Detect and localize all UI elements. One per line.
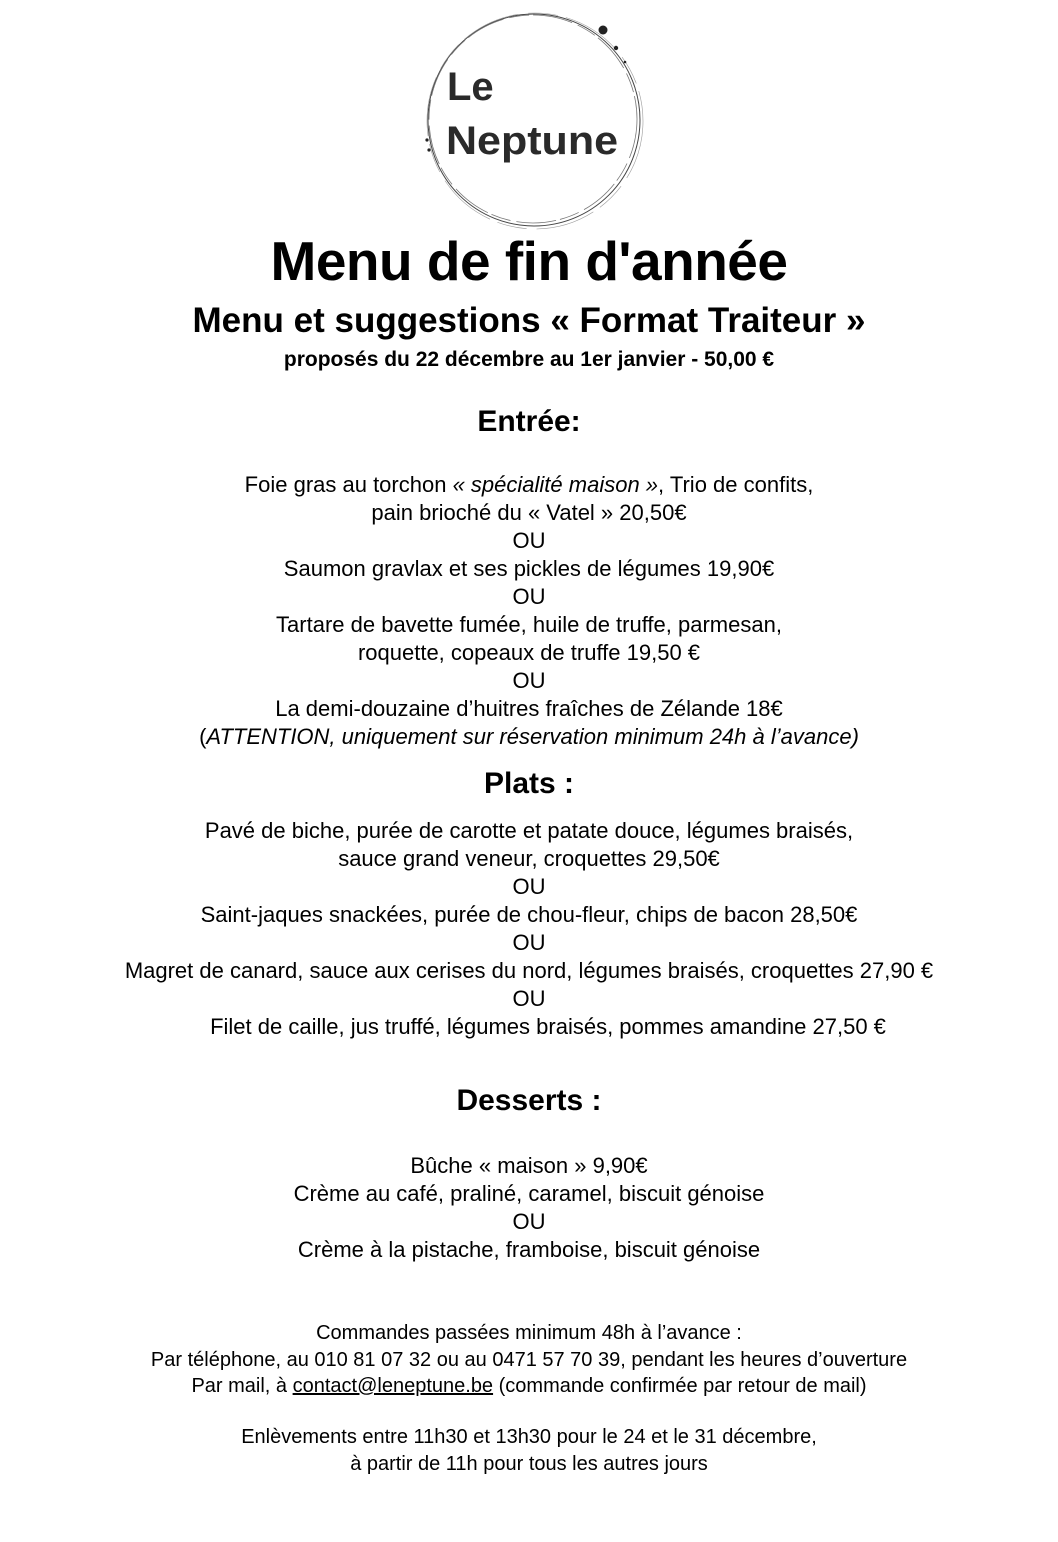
logo-text-neptune: Neptune xyxy=(446,119,618,163)
mail-prefix: Par mail, à xyxy=(191,1375,293,1397)
plat-item-saint-jaques: Saint-jaques snackées, purée de chou-fleur, chips de bacon 28,50€ xyxy=(200,902,858,927)
or-separator: OU xyxy=(512,584,546,609)
plats-list xyxy=(0,817,1058,1041)
page-title: Menu de fin d'année xyxy=(270,230,788,292)
mail-suffix: (commande confirmée par retour de mail) xyxy=(493,1375,867,1397)
note-open-paren: ( xyxy=(199,724,207,749)
dessert-item-buche: Bûche « maison » 9,90€ xyxy=(410,1153,648,1178)
entree-item-huitres: La demi-douzaine d’huitres fraîches de Zélande 18€ xyxy=(275,696,783,721)
or-separator: OU xyxy=(512,1209,546,1234)
entree-list xyxy=(0,471,1058,751)
contact-email-link[interactable]: contact@leneptune.be xyxy=(292,1375,494,1397)
entree-item-foie-gras-line2: pain brioché du « Vatel » 20,50€ xyxy=(371,500,687,525)
or-separator: OU xyxy=(512,930,546,955)
pickup-line-2: à partir de 11h pour tous les autres jours xyxy=(350,1452,708,1475)
entree-item-saumon: Saumon gravlax et ses pickles de légumes 19,90€ xyxy=(283,556,775,581)
or-separator: OU xyxy=(512,528,546,553)
plat-item-biche-line2: sauce grand veneur, croquettes 29,50€ xyxy=(338,846,720,871)
plat-item-caille: Filet de caille, jus truffé, légumes braisés, pommes amandine 27,50 € xyxy=(210,1014,886,1039)
entree-item-foie-gras-italic: « spécialité maison » xyxy=(452,472,659,497)
entree-item-foie-gras xyxy=(0,471,1058,499)
entree-item-tartare-line2: roquette, copeaux de truffe 19,50 € xyxy=(357,640,701,665)
orders-heading: Commandes passées minimum 48h à l’avance : xyxy=(316,1322,742,1344)
logo-circle-graphic xyxy=(422,6,646,230)
section-heading-plats: Plats : xyxy=(483,767,575,800)
entree-item-foie-gras-rest: , Trio de confits, xyxy=(658,472,814,497)
desserts-list xyxy=(0,1152,1058,1264)
plat-item-biche: Pavé de biche, purée de carotte et patate douce, légumes braisés, xyxy=(204,818,854,843)
or-separator: OU xyxy=(512,668,546,693)
entree-item-tartare: Tartare de bavette fumée, huile de truffe, parmesan, xyxy=(276,612,782,637)
note-italic-text: ATTENTION, uniquement sur réservation minimum 24h à l’avance) xyxy=(206,724,859,749)
section-heading-entree: Entrée: xyxy=(477,405,581,438)
orders-phone-line: Par téléphone, au 010 81 07 32 ou au 0471 57 70 39, pendant les heures d’ouverture xyxy=(150,1348,908,1371)
or-separator: OU xyxy=(512,986,546,1011)
orders-mail-line xyxy=(0,1373,1058,1400)
dessert-item-cafe: Crème au café, praliné, caramel, biscuit génoise xyxy=(293,1181,765,1206)
or-separator: OU xyxy=(512,874,546,899)
pickup-line-1: Enlèvements entre 11h30 et 13h30 pour le 24 et le 31 décembre, xyxy=(241,1426,817,1448)
dessert-item-pistache: Crème à la pistache, framboise, biscuit génoise xyxy=(297,1237,761,1262)
entree-item-huitres-note xyxy=(0,723,1058,751)
orders-info xyxy=(0,1320,1058,1400)
section-heading-desserts: Desserts : xyxy=(456,1084,602,1117)
pickup-info xyxy=(0,1424,1058,1477)
entree-item-foie-gras-text: Foie gras au torchon xyxy=(244,472,453,497)
page-subtitle: Menu et suggestions « Format Traiteur » xyxy=(192,301,866,340)
restaurant-logo xyxy=(422,6,646,230)
plat-item-magret: Magret de canard, sauce aux cerises du nord, légumes braisés, croquettes 27,90 € xyxy=(124,958,934,983)
offer-dates: proposés du 22 décembre au 1er janvier - 50,00 € xyxy=(283,348,775,371)
logo-text-le: Le xyxy=(447,65,494,109)
